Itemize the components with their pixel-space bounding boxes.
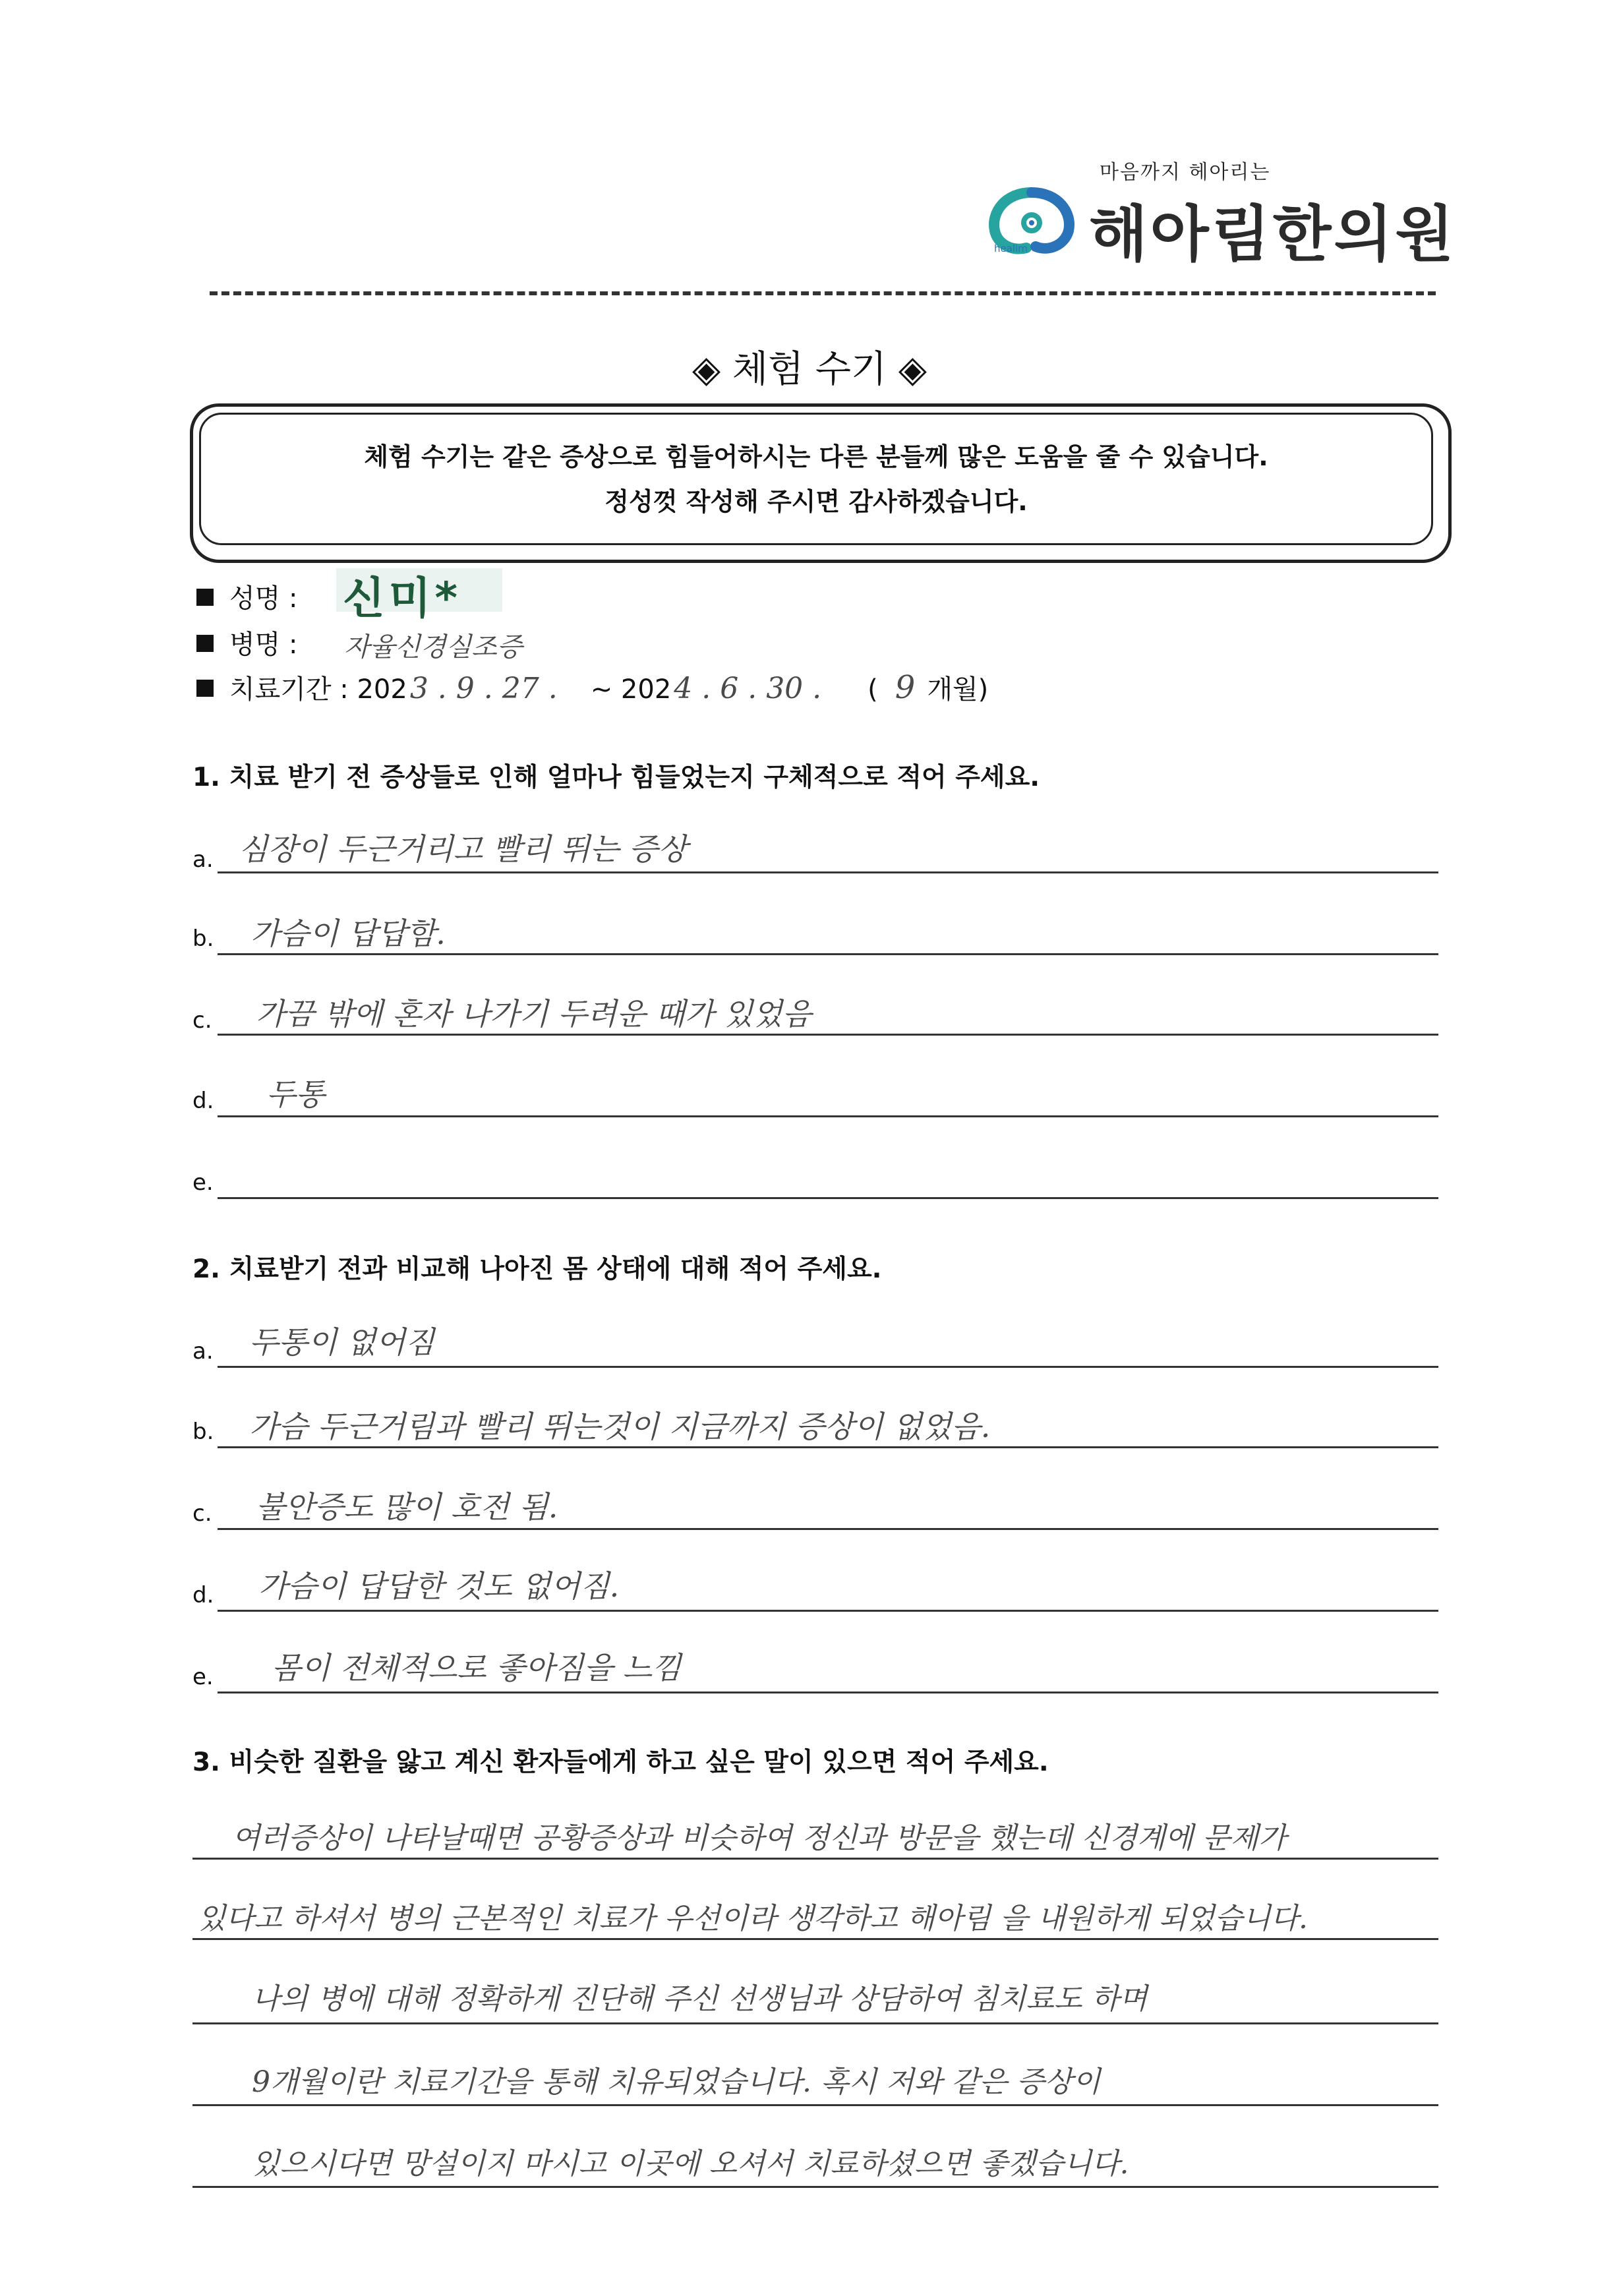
notice-line-2: 정성껏 작성해 주시면 감사하겠습니다.	[604, 486, 1028, 516]
q2-line-c	[218, 1528, 1438, 1530]
question-3: 3. 비슷한 질환을 앓고 계신 환자들에게 하고 싶은 말이 있으면 적어 주세요.	[192, 1748, 1049, 1777]
q3-line-1: 여러증상이 나타날때면 공황증상과 비슷하여 정신과 방문을 했는데 신경계에 문제가	[232, 1821, 1287, 1855]
months-close: 개월)	[927, 674, 989, 705]
q2-answer-a: 두통이 없어짐	[249, 1324, 435, 1360]
period-label: 치료기간 : 202	[229, 674, 407, 705]
q2-line-e	[218, 1692, 1438, 1693]
clinic-name: 해아림한의원	[1089, 199, 1457, 270]
bullet-square-icon	[196, 589, 214, 606]
question-2: 2. 치료받기 전과 비교해 나아진 몸 상태에 대해 적어 주세요.	[192, 1254, 882, 1284]
notice-line-1: 체험 수기는 같은 증상으로 힘들어하시는 다른 분들께 많은 도움을 줄 수 있습니다.	[364, 442, 1268, 471]
period-row	[196, 668, 988, 706]
q3-rule-3	[192, 2022, 1438, 2024]
q2-answer-c: 불안증도 많이 호전 됨.	[256, 1489, 558, 1525]
q3-line-4: 9개월이란 치료기간을 통해 치유되었습니다. 혹시 저와 같은 증상이	[252, 2065, 1101, 2099]
q2-letter-d: d.	[192, 1582, 214, 1608]
q3-rule-2	[192, 1938, 1438, 1940]
question-1: 1. 치료 받기 전 증상들로 인해 얼마나 힘들었는지 구체적으로 적어 주세요.	[192, 763, 1040, 792]
period-end: 4 . 6 . 30 .	[674, 672, 822, 705]
disease-label: 병명 :	[229, 630, 298, 660]
q1-letter-e: e.	[192, 1169, 214, 1196]
q2-answer-d: 가슴이 답답한 것도 없어짐.	[258, 1568, 620, 1604]
q3-line-3: 나의 병에 대해 정확하게 진단해 주신 선생님과 상담하여 침치료도 하며	[252, 1982, 1148, 2016]
q1-line-b	[218, 953, 1438, 955]
period-start: 3 . 9 . 27 .	[409, 672, 558, 705]
q3-line-2: 있다고 하셔서 병의 근본적인 치료가 우선이라 생각하고 해아림 을 내원하게 되었습니다.	[198, 1902, 1308, 1935]
q3-rule-5	[192, 2186, 1438, 2188]
q1-answer-a: 심장이 두근거리고 빨리 뛰는 증상	[239, 831, 688, 867]
months-open: (	[868, 674, 878, 705]
q2-line-a	[218, 1366, 1438, 1368]
clinic-slogan: 마음까지 헤아리는	[1100, 161, 1271, 184]
q1-letter-c: c.	[192, 1007, 212, 1034]
q2-line-b	[218, 1446, 1438, 1448]
header-divider	[210, 291, 1436, 295]
q1-line-c	[218, 1034, 1438, 1036]
q2-letter-b: b.	[192, 1419, 214, 1445]
q1-answer-d: 두통	[266, 1076, 325, 1112]
q1-answer-b: 가슴이 답답함.	[250, 916, 446, 951]
q1-letter-d: d.	[192, 1088, 214, 1114]
name-value: 신미*	[343, 573, 462, 624]
q2-answer-b: 가슴 두근거림과 빨리 뛰는것이 지금까지 증상이 없었음.	[249, 1409, 991, 1444]
q2-line-d	[218, 1610, 1438, 1612]
bullet-square-icon	[196, 680, 214, 697]
q2-letter-e: e.	[192, 1664, 214, 1690]
period-tilde: ~ 202	[590, 674, 672, 705]
q2-answer-e: 몸이 전체적으로 좋아짐을 느낌	[272, 1650, 682, 1686]
name-row	[196, 577, 297, 615]
bullet-square-icon	[196, 635, 214, 652]
q3-rule-1	[192, 1858, 1438, 1860]
logo-subtext: healim	[994, 243, 1028, 254]
q3-rule-4	[192, 2104, 1438, 2106]
disease-row	[196, 624, 297, 661]
q2-letter-a: a.	[192, 1338, 214, 1365]
q2-letter-c: c.	[192, 1500, 212, 1527]
q1-line-d	[218, 1115, 1438, 1117]
disease-value: 자율신경실조증	[344, 632, 523, 662]
notice-box	[199, 413, 1433, 545]
q1-letter-a: a.	[192, 846, 214, 873]
q1-answer-c: 가끔 밖에 혼자 나가기 두려운 때가 있었음	[256, 996, 812, 1032]
months-value: 9	[895, 669, 916, 706]
q1-letter-b: b.	[192, 926, 214, 952]
q1-line-a	[218, 871, 1438, 873]
document-title: ◈ 체험 수기 ◈	[692, 348, 927, 391]
q1-line-e	[218, 1197, 1438, 1199]
q3-line-5: 있으시다면 망설이지 마시고 이곳에 오셔서 치료하셨으면 좋겠습니다.	[252, 2147, 1129, 2181]
name-label: 성명 :	[229, 583, 298, 614]
